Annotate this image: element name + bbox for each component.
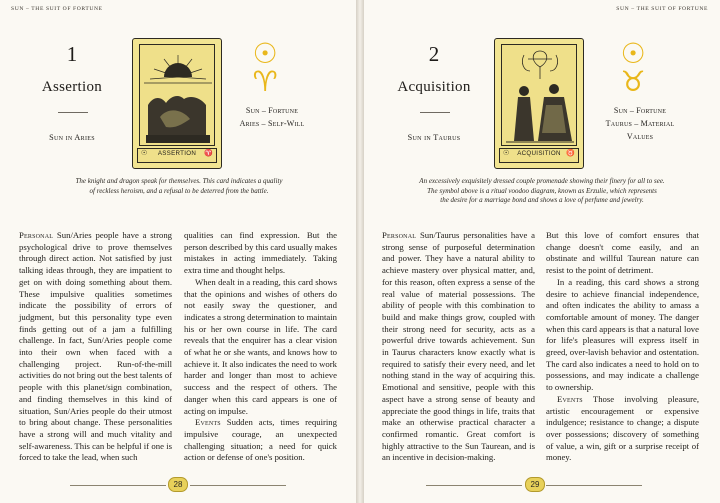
keyword-line: Taurus – Material	[605, 119, 675, 128]
section-lead: Personal	[382, 230, 417, 240]
caption-line: of reckless heroism, and a refusal to be deterred from the battle.	[89, 186, 269, 195]
text-column-2	[546, 230, 699, 464]
text-column-1	[382, 230, 535, 464]
folio-rule	[546, 485, 642, 486]
body-text: Sun/Taurus personalities have a strong sense of purposeful determination and power. They have a natural ability to achieve mastery over physical matter, and, for this reason, often express a sense of the real value of material possessions. The ability of people with this combination to build and make things grow, coupled with their strong need for security, acts as a powerful drive towards achievement. Sun in Taurus characters know exactly what is required to satisfy their every need, and let nothing stand in the way of acquiring this. Emotional and sensitive, people with this aspect have a strong sense of beauty and appreciate the good things in life, traits that make an otherwise practical character a confirmed romantic. Great comfort is highly attractive to the Sun Taurean, and is an incentive in decision-making.	[382, 230, 535, 463]
card-title-banner	[137, 148, 217, 163]
right-page	[364, 0, 720, 503]
caption-line: The knight and dragon speak for themselves. This card indicates a quality	[75, 177, 283, 185]
book-gutter	[356, 0, 364, 503]
running-head: SUN – THE SUIT OF FORTUNE	[616, 6, 708, 12]
astro-symbols	[608, 37, 658, 98]
body-text: When dealt in a reading, this card shows that the opinions and wishes of others do not easily sway the questioner, and indicates a strong determination to maintain his or her own course in life. The card reveals that the enquirer has a clear vision of what he or she wants, and knows how to achieve it. It also indicates the need to work harder and longer than most to achieve success and the respect of others. The danger when this card appears is one of acting on impulse.	[184, 276, 337, 416]
taurus-glyph-icon: ♉	[566, 149, 575, 157]
tarot-card-image	[494, 38, 584, 169]
folio-rule	[426, 485, 522, 486]
body-text: qualities can find expression. But the person described by this card usually makes mistakes in acting immediately. Taking extra time and thought helps.	[184, 230, 337, 276]
divider-rule	[420, 112, 450, 113]
caption-line: The symbol above is a ritual voodoo diagram, known as Erzulie, which represents	[427, 186, 657, 195]
body-text: But this love of comfort ensures that change doesn't come easily, and an obstinate and willful Taurean nature can resist to the point of detriment.	[546, 230, 699, 276]
text-column-1	[19, 230, 172, 464]
keyword-line: Sun – Fortune	[613, 106, 667, 115]
page-number: 28	[168, 477, 188, 492]
card-keywords	[222, 104, 322, 130]
sun-sign-label: Sun in Aries	[49, 133, 95, 142]
sun-glyph-icon: ☉	[141, 149, 148, 157]
couple-and-voodoo-diagram-illustration	[502, 45, 577, 146]
sun-symbol-icon: ☉	[252, 37, 278, 70]
card-number: 2	[428, 42, 440, 66]
body-text: Sudden acts, times requiring impulsive courage, an unexpected challenging situation; a need for quick action or defense of one's position.	[184, 417, 337, 463]
keyword-line: Aries – Self-Will	[239, 119, 305, 128]
folio-rule	[70, 485, 166, 486]
sun-sign-label: Sun in Taurus	[407, 133, 461, 142]
card-illustration	[501, 44, 577, 146]
card-caption	[20, 177, 338, 196]
card-name: Assertion	[41, 79, 103, 95]
keyword-line: Sun – Fortune	[245, 106, 299, 115]
body-text: Sun/Aries people have a strong psychological drive to prove themselves through direct action. Not satisfied by just talking ideas through, they are impatient to get on with doing something about them. These impulsive qualities sometimes indicate the possibility of errors of judgment, but this personality type even finds getting out of a jam a fulfilling challenge. In fact, Sun/Aries people come into their own when faced with a challenging project. Run-of-the-mill activities do not bring out the best talents of people with this planet/sign combination, and finding themselves in this kind of situation, Sun/Aries people do their utmost to bring about change. These personalities have a strong will and much vitality and self-awareness. This can be helpful if one is forced to take the lead, when such	[19, 230, 173, 463]
taurus-symbol-icon: ♉	[620, 65, 646, 98]
aries-symbol-icon: ♈	[252, 65, 278, 98]
sun-symbol-icon: ☉	[620, 37, 646, 70]
card-caption	[382, 177, 702, 206]
aries-glyph-icon: ♈	[204, 149, 213, 157]
folio-rule	[190, 485, 286, 486]
body-text: In a reading, this card shows a strong desire to achieve financial independence, and often indicates the ability to amass a comfortable amount of money. The danger when this card appears is that a natural love for life's pleasures will express itself in greed, over-lavish behavior and ostentation. The card also indicates a need to hold on to possessions, and may indicate a challenge to ownership.	[546, 276, 699, 393]
knight-and-dragon-illustration	[140, 45, 215, 146]
section-lead: Events	[195, 417, 221, 428]
section-lead: Personal	[19, 230, 54, 240]
card-name: Acquisition	[397, 79, 471, 95]
body-text: Those involving pleasure, artistic encouragement or expensive indulgence; resistance to change; a dispute over possessions; discovery of something of value, a win, gift or a surprise receipt of money.	[546, 393, 699, 463]
card-banner-label: ACQUISITION	[517, 150, 561, 157]
caption-line: the desire for a marriage bond and shows a love of perfume and jewelry.	[440, 196, 644, 204]
page-number: 29	[525, 477, 545, 492]
running-head: SUN – THE SUIT OF FORTUNE	[11, 6, 103, 12]
text-column-2	[184, 230, 337, 464]
card-title-banner	[499, 148, 579, 163]
astro-symbols	[240, 37, 290, 98]
tarot-card-image	[132, 38, 222, 169]
divider-rule	[58, 112, 88, 113]
section-lead: Events	[557, 393, 583, 404]
card-banner-label: ASSERTION	[157, 150, 197, 157]
card-illustration	[139, 44, 215, 146]
card-keywords	[590, 104, 690, 143]
left-page	[0, 0, 356, 503]
caption-line: An excessively exquisitely dressed couple promenade showing their finery for all to see.	[419, 177, 665, 185]
sun-glyph-icon: ☉	[503, 149, 510, 157]
card-number: 1	[66, 42, 78, 66]
keyword-line: Values	[626, 132, 654, 141]
